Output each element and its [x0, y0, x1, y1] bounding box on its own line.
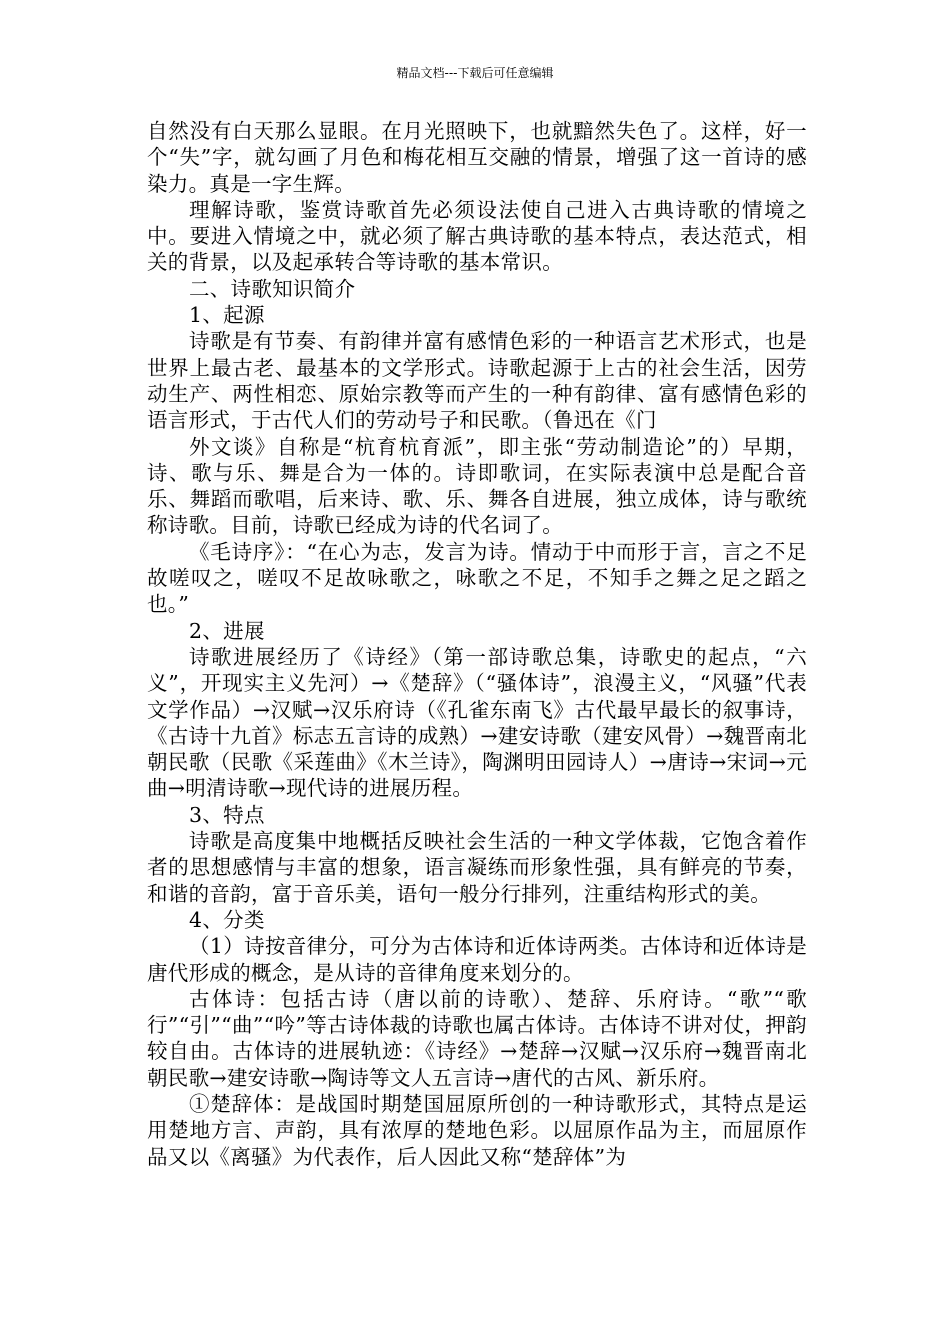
subsection-heading: 3、特点: [189, 802, 265, 827]
page-header: 精品文档---下载后可任意编辑: [396, 66, 554, 80]
paragraph: 诗歌是有节奏、有韵律并富有感情色彩的一种语言艺术形式，也是世界上最古老、最基本的文学形式。诗歌起源于上古的社会生活，因劳动生产、两性相恋、原始宗教等而产生的一种有韵律、富有感情色彩的语言形式，于古代人们的劳动号子和民歌。（鲁迅在《门: [147, 329, 807, 433]
paragraph: 理解诗歌，鉴赏诗歌首先必须设法使自己进入古典诗歌的情境之中。要进入情境之中，就必须了解古典诗歌的基本特点，表达范式，相关的背景，以及起承转合等诗歌的基本常识。: [147, 197, 807, 275]
paragraph: （1）诗按音律分，可分为古体诗和近体诗两类。古体诗和近体诗是唐代形成的概念，是从诗的音律角度来划分的。: [147, 934, 807, 985]
section-heading: 二、诗歌知识简介: [189, 276, 356, 301]
paragraph: 外文谈》自称是“杭育杭育派”，即主张“劳动制造论”的）早期，诗、歌与乐、舞是合为一体的。诗即歌词，在实际表演中总是配合音乐、舞蹈而歌唱，后来诗、歌、乐、舞各自进展，独立成体，诗与歌统称诗歌。目前，诗歌已经成为诗的代名词了。: [147, 434, 807, 538]
paragraph: 古体诗：包括古诗（唐以前的诗歌）、楚辞、乐府诗。“歌”“歌行”“引”“曲”“吟”等古诗体裁的诗歌也属古体诗。古体诗不讲对仗，押韵较自由。古体诗的进展轨迹：《诗经》→楚辞→汉赋→汉乐府→魏晋南北朝民歌→建安诗歌→陶诗等文人五言诗→唐代的古风、新乐府。: [147, 986, 807, 1090]
paragraph: 诗歌进展经历了《诗经》（第一部诗歌总集，诗歌史的起点，“六义”，开现实主义先河）→《楚辞》（“骚体诗”，浪漫主义，“风骚”代表文学作品）→汉赋→汉乐府诗（《孔雀东南飞》古代最早最长的叙事诗，《古诗十九首》标志五言诗的成熟）→建安诗歌（建安风骨）→魏晋南北朝民歌（民歌《采莲曲》《木兰诗》，陶渊明田园诗人）→唐诗→宋词→元曲→明清诗歌→现代诗的进展历程。: [147, 644, 807, 801]
subsection-heading: 1、起源: [189, 303, 265, 328]
paragraph: 《毛诗序》：“在心为志，发言为诗。情动于中而形于言，言之不足故嗟叹之，嗟叹不足故咏歌之，咏歌之不足，不知手之舞之足之蹈之也。”: [147, 539, 807, 617]
body-text: [147, 118, 807, 1170]
subsection-heading: 4、分类: [189, 907, 265, 932]
paragraph: 自然没有白天那么显眼。在月光照映下，也就黯然失色了。这样，好一个“失”字，就勾画了月色和梅花相互交融的情景，增强了这一首诗的感染力。真是一字生辉。: [147, 119, 807, 196]
paragraph: 诗歌是高度集中地概括反映社会生活的一种文学体裁，它饱含着作者的思想感情与丰富的想象，语言凝练而形象性强，具有鲜亮的节奏，和谐的音韵，富于音乐美，语句一般分行排列，注重结构形式的美。: [147, 829, 807, 906]
subsection-heading: 2、进展: [189, 618, 265, 643]
paragraph: ①楚辞体：是战国时期楚国屈原所创的一种诗歌形式，其特点是运用楚地方言、声韵，具有浓厚的楚地色彩。以屈原作品为主，而屈原作品又以《离骚》为代表作，后人因此又称“楚辞体”为: [147, 1091, 807, 1169]
